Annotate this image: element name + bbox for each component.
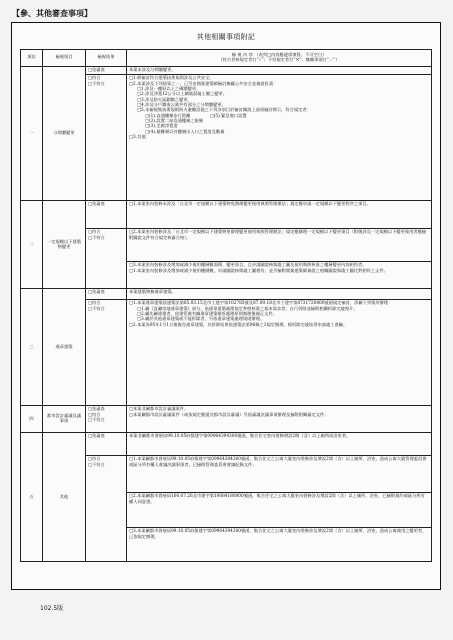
- row-2-line-3[interactable]: □3.本案室內裝修涉及增加或減少使用樓層數面積、變更項目，且申請圖說核與竣工圖及使用執照核准之樓層變更內容相符者。: [129, 263, 367, 269]
- row-5-line-4[interactable]: □3.本案屬都市發展局99.10.05府都建字第09964394300號函，集合住宅之公寓大廈室內裝修涉及增設2間（含）以上廁所、浴室，造成公寓使用之變更者，已依規定辦理。: [127, 528, 432, 562]
- row-3-line-1[interactable]: □1.本案違章建築依建築法第85.03.15北市工建字第102785號及87.09.18北市工建字第8731720800號函規定檢討，涉屬下列情形辦理：: [129, 301, 393, 307]
- row-4-number: 四: [21, 406, 43, 433]
- header-content: [127, 50, 432, 67]
- header-item: 檢視項目: [43, 50, 86, 67]
- row-3-exempt-text: 本案建築物無違章建築。: [127, 289, 432, 300]
- row-1-item: 分間牆變更: [43, 67, 86, 201]
- row-3-fail-checkbox[interactable]: □不符合: [88, 306, 105, 312]
- row-3-details: [127, 300, 432, 406]
- row-1-line-8b[interactable]: □(5).緊急進口設置: [209, 113, 247, 119]
- row-2-item: 一定規模以下建築物變更: [43, 201, 86, 289]
- row-1-line-10[interactable]: □(3).走廊淨寬度: [145, 124, 178, 130]
- header-number: 項次: [21, 50, 43, 67]
- row-1-line-9[interactable]: □(2).設置二座直通樓梯之限制: [145, 119, 204, 125]
- row-1-line-2[interactable]: □2.本案涉及下列情事之一，已另由開業建築師檢討無礙公共安全並簽證負責：: [129, 81, 278, 87]
- row-3-result-options: [86, 300, 127, 406]
- row-4-item: 都市設計審議及議事項: [43, 406, 86, 433]
- row-2-exempt-checkbox[interactable]: □免審查: [86, 201, 127, 229]
- row-4-result-options: [86, 406, 127, 433]
- form-title: 其他相關事項附記: [196, 33, 256, 41]
- section-title: 【參、其他審查事項】: [12, 8, 92, 18]
- row-1-line-1[interactable]: □1.經檢討符合建築技術規則涉及公共安全。: [129, 76, 214, 82]
- row-2-line-1[interactable]: □1.本案室內裝修未涉及「台北市一定規模以下建築物免辦理變更使用執照管理辦法」規定應申請一定規模以下變更程序之項目。: [127, 201, 432, 229]
- row-1-exempt-checkbox[interactable]: □免審查: [86, 67, 127, 75]
- row-1-exempt-text: 本案未涉及分間牆變更。: [127, 67, 432, 75]
- header-content-hint: （符合者核規定者打“✓”；不符規定者打“✕”；無關事項打“／”）: [218, 58, 340, 63]
- row-3-line-5[interactable]: □2.本案為95年1月1日後既存違章建築，其拆除結果依建築法第96條之1規定辦理，經拆除完竣始得申請竣工查驗。: [129, 322, 348, 328]
- footer-version: 102.5版: [40, 605, 64, 612]
- header-content-title: 檢 視 內 容: [231, 52, 253, 58]
- row-5-line-1: 本案非屬都市發展局99.10.05府都建字第09964394300號函，集合住宅室內裝修增設2間（含）以上廁所或浴室者。: [127, 433, 432, 456]
- row-4-line-2[interactable]: □本案屬都市設計審議案件（或依規定應提送都市設計審議）另依審議決議事項辦理及檢附相關審定文件。: [129, 412, 329, 418]
- row-2-pass-checkbox[interactable]: □符合: [88, 230, 101, 236]
- row-1-result-options: [86, 75, 127, 201]
- row-5-item: 其他: [43, 433, 86, 562]
- row-2-number: 二: [21, 201, 43, 289]
- row-3-line-2[interactable]: □1.屬《直屬房地違章建築》部分，依違章建築處理規定參照核准之基本需求者，自行拆除並檢附相關拆除完竣照片。: [137, 306, 358, 312]
- row-1-line-8a[interactable]: □(1).直通樓梯步行距離: [145, 113, 191, 119]
- row-3-item: 違章建築: [43, 289, 86, 406]
- row-2-line-2[interactable]: □2.本案室內裝修涉及「台北市一定規模以下建築物免辦理變更使用執照管理辦法」規定應辦理一定規模以下變更項目（附後涉及一定規模以下變更使用者應檢附圖說文件符合規定核審合格）。: [127, 229, 432, 262]
- row-1-pass-checkbox[interactable]: □符合: [88, 76, 101, 82]
- review-form-frame: [11, 22, 441, 590]
- review-table: [20, 49, 432, 562]
- row-5-number: 五: [21, 433, 43, 562]
- row-2-line-4[interactable]: □1.本案室內裝修涉及增加或減少使用樓層數，申請圖說核與竣工圖相符，並另檢附開業建築師簽證之相關圖說與竣工圖比對相符之文件。: [129, 268, 388, 274]
- row-3-line-3[interactable]: □2.屬先屬違建者，依建管處有關違章建築報拆處理原則辦理後補正文件。: [137, 312, 277, 318]
- row-1-line-4[interactable]: □2.涉及淨寬12公分以上鋼筋混凝土牆之變更。: [137, 92, 227, 98]
- row-5-line-2[interactable]: □1.本案屬都市發展局99.10.05府都建字第09964394300號函，集合住宅之公寓大廈室內裝修涉及增設2間（含）以上廁所、浴室，造成公寓大廈管理委員會或區分所有權人會議決議事項者，已檢附管理委員會會議紀錄文件。: [127, 456, 432, 493]
- row-1-line-11[interactable]: □(4).避難層以外樓層出入口之寬度及數量: [145, 129, 225, 135]
- header-result: 檢視結果: [86, 50, 127, 67]
- row-5-exempt-checkbox[interactable]: □免審查: [86, 433, 127, 456]
- row-3-pass-checkbox[interactable]: □符合: [88, 301, 101, 307]
- row-3-line-4[interactable]: □3.屬於其他違章建築或不能拆除者，另依違章建築處理規則辦理。: [137, 317, 265, 323]
- row-4-line-1[interactable]: □本案非屬都市設計審議案件。: [129, 407, 189, 413]
- row-1-line-12[interactable]: □3.其他：: [129, 135, 150, 141]
- row-5-line-3[interactable]: □2.本案屬都市發展局100.07.26北市建字第10084180000號函，集合住宅之公寓大廈室內裝修涉及增設2間（含）以上廁所、浴室，已檢附規約或區分所有權人同意書。: [127, 493, 432, 528]
- row-1-line-3[interactable]: □1.涉及一樓原以上之磚牆變更。: [137, 87, 201, 93]
- row-4-exempt-checkbox[interactable]: □免審查: [88, 407, 105, 413]
- row-5-result-options: [86, 456, 127, 562]
- row-4-fail-checkbox[interactable]: □不符合: [88, 418, 105, 424]
- row-1-fail-checkbox[interactable]: □不符合: [88, 81, 105, 87]
- row-1-details: [127, 75, 432, 201]
- header-content-note: （表列□內容應逐項填寫，不可空白）: [254, 52, 327, 58]
- row-2-details: [127, 262, 432, 289]
- row-1-line-7[interactable]: □5.未檢視集技術規則防火避難設施之下列各項目於檢討關說上造項檢討標示，符合規定者：: [137, 108, 311, 114]
- row-4-details: [127, 406, 432, 433]
- row-1-line-5[interactable]: □3.涉及防火區劃牆之變更。: [137, 97, 192, 103]
- row-2-result-options: [86, 229, 127, 289]
- row-1-line-6[interactable]: □4.涉及分戶牆或公寓共有部分之分間牆變更。: [137, 103, 226, 109]
- row-2-fail-checkbox[interactable]: □不符合: [88, 235, 105, 241]
- row-4-pass-checkbox[interactable]: □符合: [88, 412, 101, 418]
- row-1-number: 一: [21, 67, 43, 201]
- row-3-exempt-checkbox[interactable]: □免審查: [86, 289, 127, 300]
- row-5-pass-checkbox[interactable]: □符合: [88, 457, 101, 463]
- row-5-fail-checkbox[interactable]: □不符合: [88, 462, 105, 468]
- row-3-number: 三: [21, 289, 43, 406]
